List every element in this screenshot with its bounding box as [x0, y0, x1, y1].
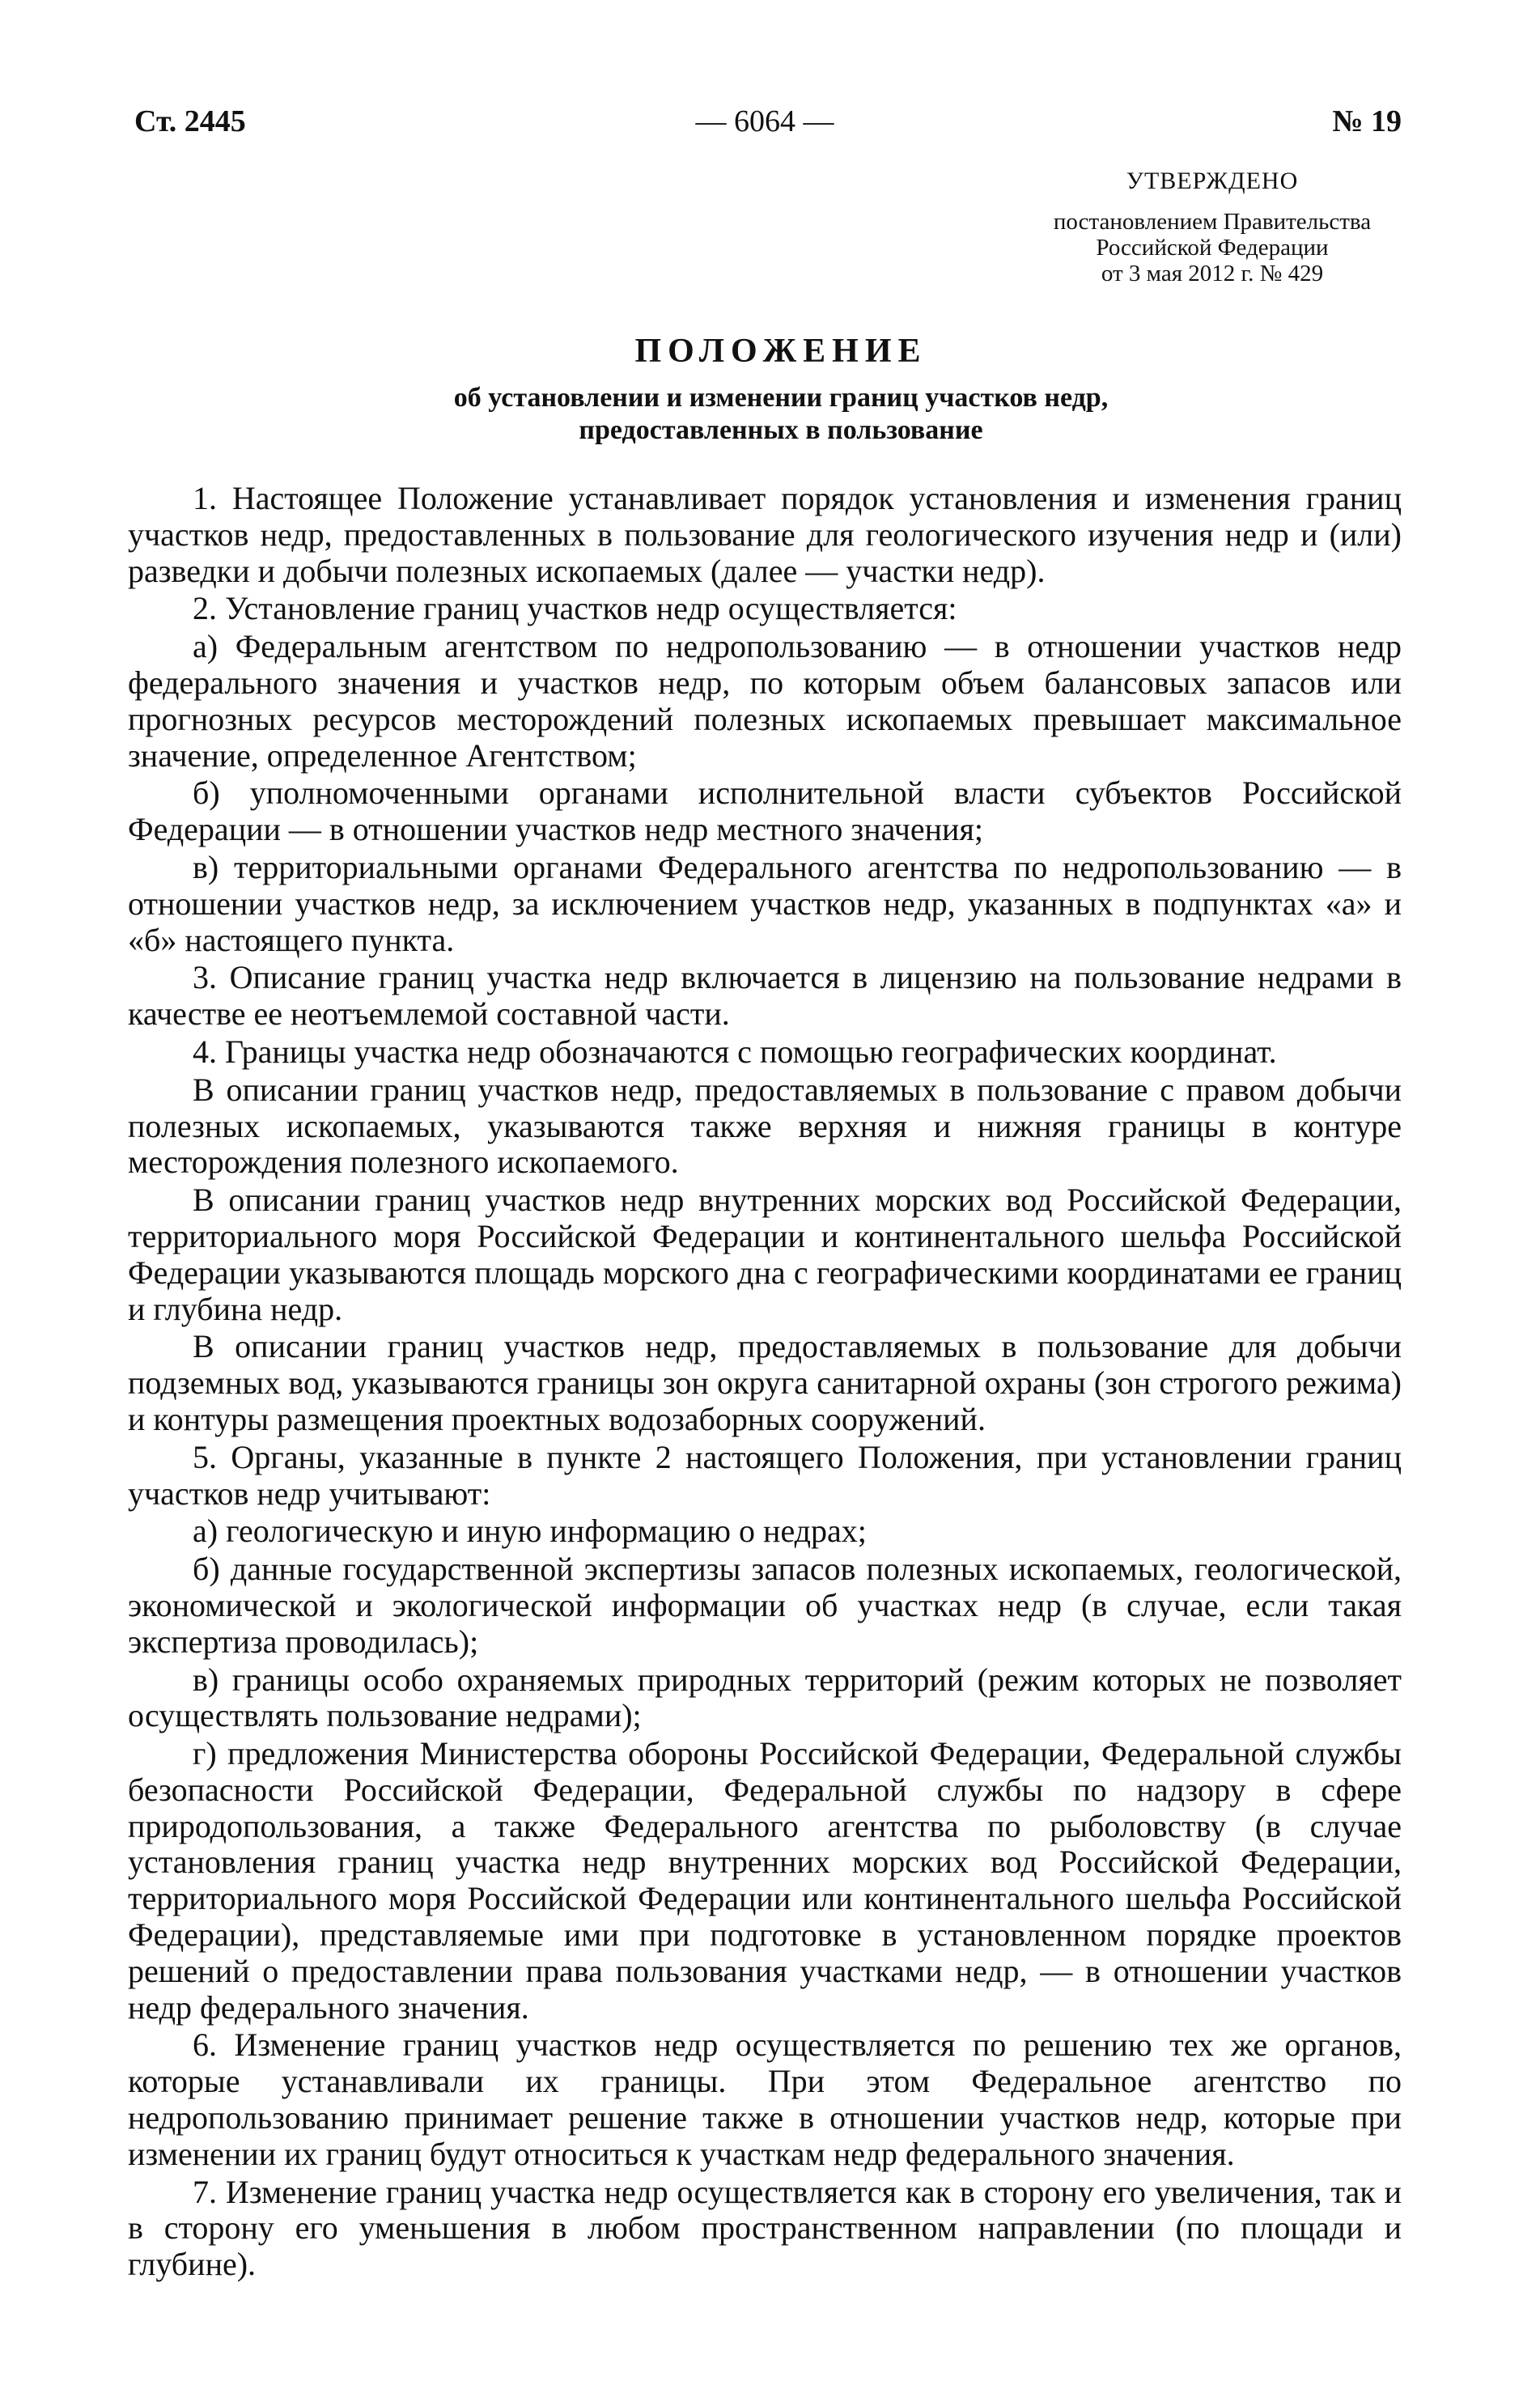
document-page — [128, 104, 1402, 2285]
paragraph: г) предложения Министерства обороны Российской Федерации, Федеральной службы безопасности Российской Федерации, Федеральной службы по надзору в сфере природопользования, а также Федерального агентства по рыболовству (в случае установления границ участка недр внутренних морских вод Российской Федерации, территориального моря Российской Федерации или континентального шельфа Российской Федерации), представляемые ими при подготовке в установленном порядке проектов решений о предоставлении права пользования участками недр, — в отношении участков недр федерального значения. — [128, 1735, 1402, 2026]
paragraph: 1. Настоящее Положение устанавливает порядок установления и изменения границ участков недр, предоставленных в пользование для геологического изучения недр и (или) разведки и добычи полезных ископаемых (далее — участки недр). — [128, 480, 1402, 589]
paragraph: в) границы особо охраняемых природных территорий (режим которых не позволяет осуществлять пользование недрами); — [128, 1661, 1402, 1734]
paragraph: 2. Установление границ участков недр осуществляется: — [193, 590, 957, 627]
paragraph: а) геологическую и иную информацию о недрах; — [193, 1513, 867, 1550]
subtitle-line: предоставленных в пользование — [579, 415, 983, 445]
paragraph: 6. Изменение границ участков недр осуществляется по решению тех же органов, которые устанавливали их границы. При этом Федеральное агентство по недропользованию принимает решение также в отношении участков недр, которые при изменении их границ будут относиться к участкам недр федерального значения. — [128, 2026, 1402, 2172]
subtitle-line: об установлении и изменении границ участков недр, — [453, 383, 1109, 413]
document-body — [128, 481, 1402, 2283]
paragraph: б) уполномоченными органами исполнительной власти субъектов Российской Федерации — в отношении участков недр местного значения; — [128, 774, 1402, 848]
paragraph: В описании границ участков недр, предоставляемых в пользование для добычи подземных вод, указываются границы зон округа санитарной охраны (зон строгого режима) и контуры размещения проектных водозаборных сооружений. — [128, 1328, 1402, 1437]
issue-number: № 19 — [1332, 104, 1402, 138]
article-number: Ст. 2445 — [134, 104, 246, 138]
document-title: ПОЛОЖЕНИЕ — [634, 333, 927, 370]
document-subtitle — [160, 382, 1402, 447]
paragraph: а) Федеральным агентством по недропользованию — в отношении участков недр федерального значения и участков недр, по которым объем балансовых запасов или прогнозных ресурсов месторождений полезных ископаемых превышает максимальное значение, определенное Агентством; — [128, 628, 1402, 774]
approval-line: Российской Федерации — [1096, 235, 1329, 261]
paragraph: 4. Границы участка недр обозначаются с помощью географических координат. — [193, 1033, 1277, 1070]
page-header — [128, 104, 1402, 152]
paragraph: б) данные государственной экспертизы запасов полезных ископаемых, геологической, экономической и экологической информации об участках недр (в случае, если такая экспертиза проводилась); — [128, 1551, 1402, 1660]
approval-line: от 3 мая 2012 г. № 429 — [1101, 261, 1324, 286]
approval-block — [1022, 168, 1402, 286]
page-number: — 6064 — — [695, 104, 834, 138]
paragraph: 3. Описание границ участка недр включается в лицензию на пользование недрами в качестве ее неотъемлемой составной части. — [128, 959, 1402, 1033]
paragraph: 5. Органы, указанные в пункте 2 настоящего Положения, при установлении границ участков недр учитывают: — [128, 1438, 1402, 1512]
paragraph: 7. Изменение границ участка недр осуществляется как в сторону его увеличения, так и в сторону его уменьшения в любом пространственном направлении (по площади и глубине). — [128, 2173, 1402, 2283]
paragraph: В описании границ участков недр внутренних морских вод Российской Федерации, территориального моря Российской Федерации и континентального шельфа Российской Федерации указываются площадь морского дна с географическими координатами ее границ и глубина недр. — [128, 1182, 1402, 1327]
approval-title: УТВЕРЖДЕНО — [1126, 168, 1299, 194]
approval-line: постановлением Правительства — [1053, 209, 1372, 235]
paragraph: В описании границ участков недр, предоставляемых в пользование с правом добычи полезных ископаемых, указываются также верхняя и нижняя границы в контуре месторождения полезного ископаемого. — [128, 1071, 1402, 1181]
paragraph: в) территориальными органами Федерального агентства по недропользованию — в отношении участков недр, за исключением участков недр, указанных в подпунктах «а» и «б» настоящего пункта. — [128, 848, 1402, 958]
